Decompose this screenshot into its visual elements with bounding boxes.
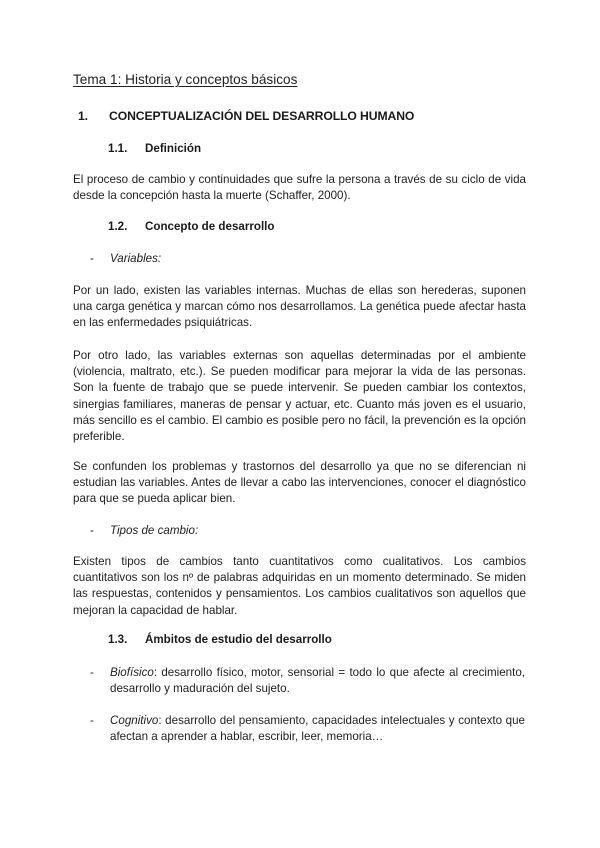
bullet-cognitivo-body: : desarrollo del pensamiento, capacidades intelectuales y contexto que afectan a aprender a hablar, escribir, leer, memoria… <box>110 714 525 744</box>
bullet-cognitivo <box>90 713 530 747</box>
bullet-dash: - <box>90 524 94 537</box>
subsection-1-1-title: Definición <box>145 142 202 155</box>
definition-paragraph: El proceso de cambio y continuidades que sufre la persona a través de su ciclo de vida desde la concepción hasta la muerte (Schaffer, 2000). <box>73 173 526 203</box>
bullet-tipos-cambio-label: Tipos de cambio: <box>110 524 199 537</box>
subsection-1-2-title: Concepto de desarrollo <box>145 220 275 233</box>
bullet-biofisico-text <box>110 665 525 697</box>
bullet-biofisico-label: Biofísico <box>110 666 154 679</box>
subsection-1-3-title: Ámbitos de estudio del desarrollo <box>145 633 332 646</box>
bullet-dash: - <box>90 252 94 265</box>
topic-title: Tema 1: Historia y conceptos básicos <box>73 72 298 87</box>
section-1-title: CONCEPTUALIZACIÓN DEL DESARROLLO HUMANO <box>109 109 415 123</box>
bullet-biofisico <box>90 665 530 699</box>
variables-external-paragraph: Por otro lado, las variables externas son aquellas determinadas por el ambiente (violencia, maltrato, etc.). Se pueden modificar para mejorar la vida de las personas. Son la fuente de trabajo que se puede intervenir. Se pueden cambiar los contextos, sinergias familiares, maneras de pensar y actuar, etc. Cuanto más joven es el usuario, más sencillo es el cambio. El cambio es posible pero no fácil, la prevención es la opción preferible. <box>73 349 526 444</box>
subsection-1-2-number: 1.2. <box>108 220 128 233</box>
bullet-variables-label: Variables: <box>110 252 162 265</box>
subsection-1-3-number: 1.3. <box>108 633 128 646</box>
variables-internal-paragraph: Por un lado, existen las variables internas. Muchas de ellas son herederas, suponen una carga genética y marcan cómo nos desarrollamos. La genética puede afectar hasta en las enfermedades psiquiátricas. <box>73 284 526 330</box>
change-types-paragraph: Existen tipos de cambios tanto cuantitativos como cualitativos. Los cambios cuantitativos son los nº de palabras adquiridas en un momento determinado. Se miden las respuestas, contenidos y pensamientos. Los cambios cualitativos son aquellos que mejoran la capacidad de hablar. <box>73 555 526 617</box>
bullet-dash: - <box>90 714 94 727</box>
section-1-number: 1. <box>78 109 88 123</box>
bullet-dash: - <box>90 666 94 679</box>
bullet-cognitivo-label: Cognitivo <box>110 714 159 727</box>
bullet-cognitivo-text <box>110 713 525 745</box>
problems-paragraph: Se confunden los problemas y trastornos del desarrollo ya que no se diferencian ni estudian las variables. Antes de llevar a cabo las intervenciones, conocer el diagnóstico para que se pueda aplicar bien. <box>73 460 526 506</box>
bullet-biofisico-body: : desarrollo físico, motor, sensorial = todo lo que afecte al crecimiento, desarrollo y maduración del sujeto. <box>110 666 525 696</box>
subsection-1-1-number: 1.1. <box>108 142 128 155</box>
